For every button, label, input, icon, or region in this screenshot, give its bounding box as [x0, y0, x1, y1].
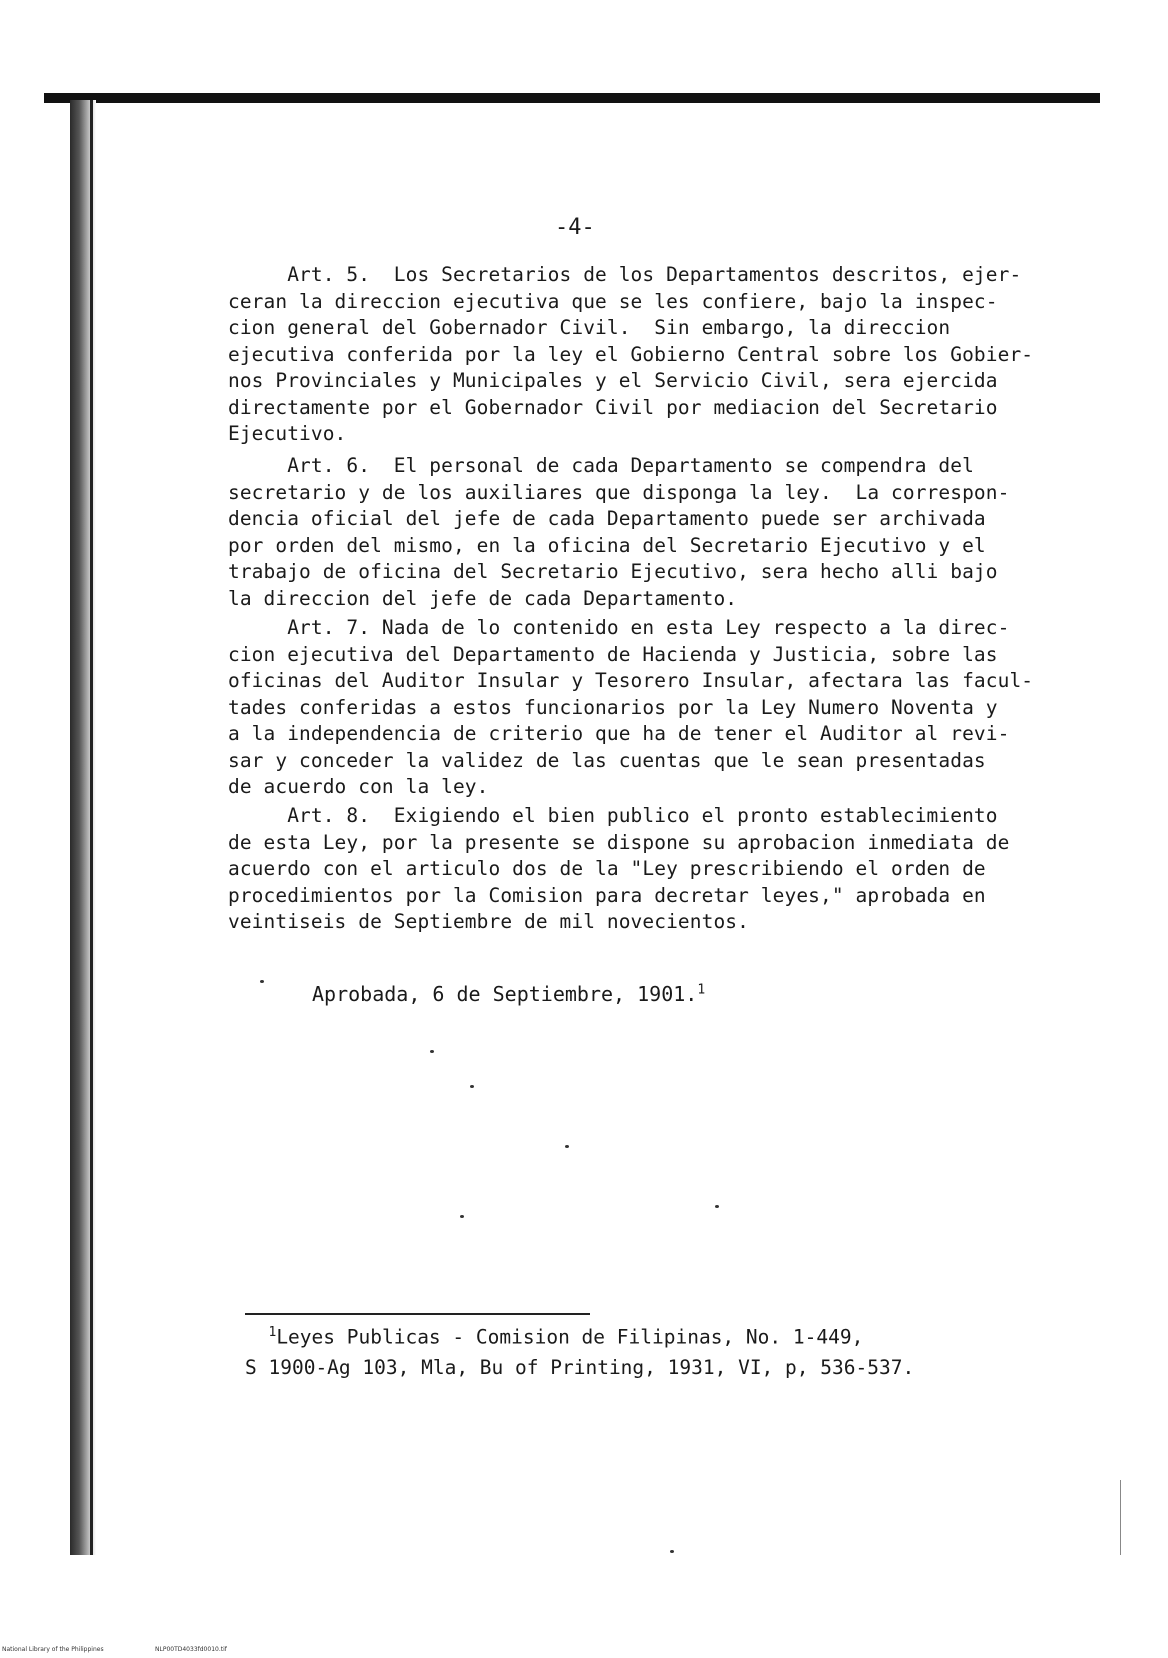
- scan-speck: [430, 1050, 434, 1053]
- approval-footnote-ref: 1: [697, 982, 706, 998]
- article-line: secretario y de los auxiliares que disponga la ley. La correspon-: [228, 480, 1010, 504]
- article-line: cion general del Gobernador Civil. Sin embargo, la direccion: [228, 316, 951, 339]
- scan-speck: [670, 1550, 674, 1553]
- article-line: ceran la direccion ejecutiva que se les confiere, bajo la inspec-: [228, 289, 998, 313]
- article-8: [228, 803, 1048, 936]
- article-line: la direccion del jefe de cada Departamento.: [228, 586, 738, 610]
- article-line: procedimientos por la Comision para decretar leyes," aprobada en: [228, 883, 986, 907]
- article-line: veintiseis de Septiembre de mil novecientos.: [228, 910, 749, 933]
- article-line: Art. 5. Los Secretarios de los Departamentos descritos, ejer-: [228, 263, 1022, 286]
- page-number: -4-: [555, 215, 595, 240]
- article-line: dencia oficial del jefe de cada Departamento puede ser archivada: [228, 507, 986, 530]
- scan-speck: [460, 1215, 464, 1218]
- article-line: trabajo de oficina del Secretario Ejecutivo, sera hecho alli bajo: [228, 560, 998, 583]
- article-line: ejecutiva conferida por la ley el Gobierno Central sobre los Gobier-: [228, 342, 1034, 366]
- footnote-marker: 1: [268, 1325, 277, 1340]
- scan-right-edge-line: [1120, 1480, 1121, 1555]
- article-line: oficinas del Auditor Insular y Tesorero Insular, afectara las facul-: [228, 669, 1034, 692]
- article-line: directamente por el Gobernador Civil por mediacion del Secretario: [228, 395, 998, 419]
- footnote-line-2: S 1900-Ag 103, Mla, Bu of Printing, 1931, VI, p, 536-537.: [245, 1355, 915, 1379]
- approval-line: [312, 982, 705, 1006]
- footnote-line-1: Leyes Publicas - Comision de Filipinas, No. 1-449,: [276, 1325, 864, 1349]
- article-7: [228, 615, 1048, 801]
- file-stamp: NLP00TD4033fd0010.tif: [155, 1646, 227, 1653]
- scan-speck: [470, 1085, 474, 1088]
- article-line: de acuerdo con la ley.: [228, 775, 489, 798]
- library-stamp: National Library of the Philippines: [2, 1646, 104, 1653]
- article-line: de esta Ley, por la presente se dispone su aprobacion inmediata de: [228, 830, 1010, 854]
- article-line: cion ejecutiva del Departamento de Hacienda y Justicia, sobre las: [228, 642, 998, 666]
- article-6: [228, 453, 1048, 612]
- scan-left-edge-line: [90, 100, 93, 1555]
- scan-speck: [715, 1205, 719, 1208]
- article-line: tades conferidas a estos funcionarios por la Ley Numero Noventa y: [228, 695, 998, 719]
- article-line: Ejecutivo.: [228, 422, 347, 445]
- page-top-border: [44, 93, 1100, 103]
- article-line: nos Provinciales y Municipales y el Servicio Civil, sera ejercida: [228, 369, 998, 392]
- footnote: [245, 1318, 985, 1383]
- approval-text: Aprobada, 6 de Septiembre, 1901.: [312, 982, 698, 1006]
- article-5: [228, 262, 1048, 448]
- article-line: a la independencia de criterio que ha de tener el Auditor al revi-: [228, 722, 1010, 745]
- scan-speck: [565, 1145, 569, 1148]
- scan-speck: [260, 980, 264, 983]
- article-line: Art. 8. Exigiendo el bien publico el pronto establecimiento: [228, 804, 998, 827]
- footnote-rule: [245, 1313, 590, 1315]
- article-line: Art. 6. El personal de cada Departamento se compendra del: [228, 454, 974, 477]
- article-line: acuerdo con el articulo dos de la "Ley prescribiendo el orden de: [228, 857, 986, 880]
- article-line: por orden del mismo, en la oficina del Secretario Ejecutivo y el: [228, 533, 986, 557]
- article-line: Art. 7. Nada de lo contenido en esta Ley respecto a la direc-: [228, 616, 1010, 639]
- article-line: sar y conceder la validez de las cuentas que le sean presentadas: [228, 748, 986, 772]
